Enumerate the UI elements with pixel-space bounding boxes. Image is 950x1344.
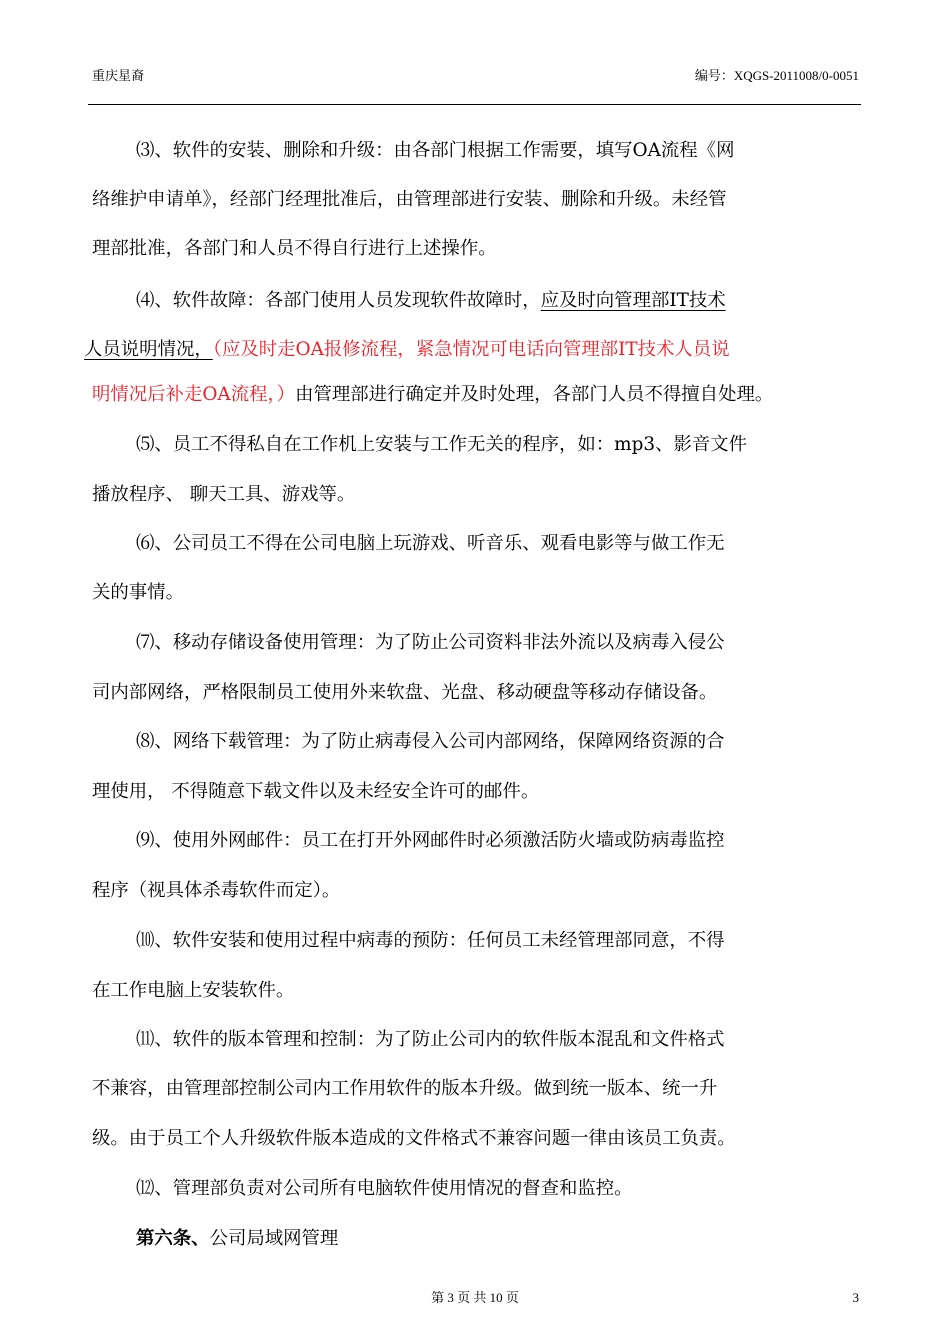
para-10-line-2: 在工作电脑上安装软件。 bbox=[92, 980, 295, 1001]
para-10-line-1: ⑽、软件安装和使用过程中病毒的预防：任何员工未经管理部同意，不得 bbox=[136, 930, 725, 951]
footer-page-info: 第 3 页 共 10 页 bbox=[431, 1290, 519, 1305]
para-5-line-1: ⑸、员工不得私自在工作机上安装与工作无关的程序，如：mp3、影音文件 bbox=[136, 434, 748, 455]
para-12-line-1: ⑿、管理部负责对公司所有电脑软件使用情况的督查和监控。 bbox=[136, 1178, 633, 1199]
para-3-line-2: 络维护申请单》，经部门经理批准后，由管理部进行安装、删除和升级。未经管 bbox=[92, 189, 727, 210]
para-3-line-1: ⑶、软件的安装、删除和升级：由各部门根据工作需要，填写OA流程《网 bbox=[136, 140, 735, 161]
header-divider bbox=[88, 104, 861, 105]
para-4-underlined-text: 应及时向管理部IT技术 bbox=[540, 290, 726, 311]
para-9-line-1: ⑼、使用外网邮件：员工在打开外网邮件时必须激活防火墙或防病毒监控 bbox=[136, 830, 725, 851]
article-6-heading bbox=[136, 1226, 338, 1252]
para-4-red-note: 明情况后补走OA流程，） bbox=[92, 384, 296, 405]
footer-page-number: 3 bbox=[852, 1290, 859, 1305]
para-3-line-3: 理部批准，各部门和人员不得自行进行上述操作。 bbox=[92, 238, 497, 259]
header-company: 重庆星裔 bbox=[92, 68, 145, 83]
header-doc-number: 编号：XQGS-2011008/0-0051 bbox=[694, 68, 859, 83]
para-8-line-2: 理使用， 不得随意下载文件以及未经安全许可的邮件。 bbox=[92, 781, 540, 802]
para-5-line-2: 播放程序、 聊天工具、游戏等。 bbox=[92, 484, 356, 505]
article-6-label: 第六条、 bbox=[136, 1228, 210, 1249]
para-8-line-1: ⑻、网络下载管理：为了防止病毒侵入公司内部网络，保障网络资源的合 bbox=[136, 731, 725, 752]
para-7-line-1: ⑺、移动存储设备使用管理：为了防止公司资料非法外流以及病毒入侵公 bbox=[136, 632, 725, 653]
para-4-line-3 bbox=[92, 382, 773, 408]
para-6-line-2: 关的事情。 bbox=[92, 582, 184, 603]
para-11-line-2: 不兼容，由管理部控制公司内工作用软件的版本升级。做到统一版本、统一升 bbox=[92, 1078, 718, 1099]
para-4-line-2 bbox=[84, 337, 730, 363]
para-9-line-2: 程序（视具体杀毒软件而定）。 bbox=[92, 880, 341, 901]
para-4-text: ⑷、软件故障：各部门使用人员发现软件故障时， bbox=[136, 290, 541, 311]
para-4-line-1 bbox=[136, 288, 726, 314]
para-11-line-1: ⑾、软件的版本管理和控制：为了防止公司内的软件版本混乱和文件格式 bbox=[136, 1029, 725, 1050]
para-6-line-1: ⑹、公司员工不得在公司电脑上玩游戏、听音乐、观看电影等与做工作无 bbox=[136, 533, 725, 554]
para-4-underlined-text: 人员说明情况， bbox=[84, 339, 213, 360]
article-6-title: 公司局域网管理 bbox=[209, 1228, 339, 1249]
para-4-red-note: （应及时走OA报修流程，紧急情况可电话向管理部IT技术人员说 bbox=[212, 339, 730, 360]
para-7-line-2: 司内部网络，严格限制员工使用外来软盘、光盘、移动硬盘等移动存储设备。 bbox=[92, 682, 718, 703]
para-11-line-3: 级。由于员工个人升级软件版本造成的文件格式不兼容问题一律由该员工负责。 bbox=[92, 1128, 736, 1149]
para-4-text: 由管理部进行确定并及时处理，各部门人员不得擅自处理。 bbox=[295, 384, 774, 405]
